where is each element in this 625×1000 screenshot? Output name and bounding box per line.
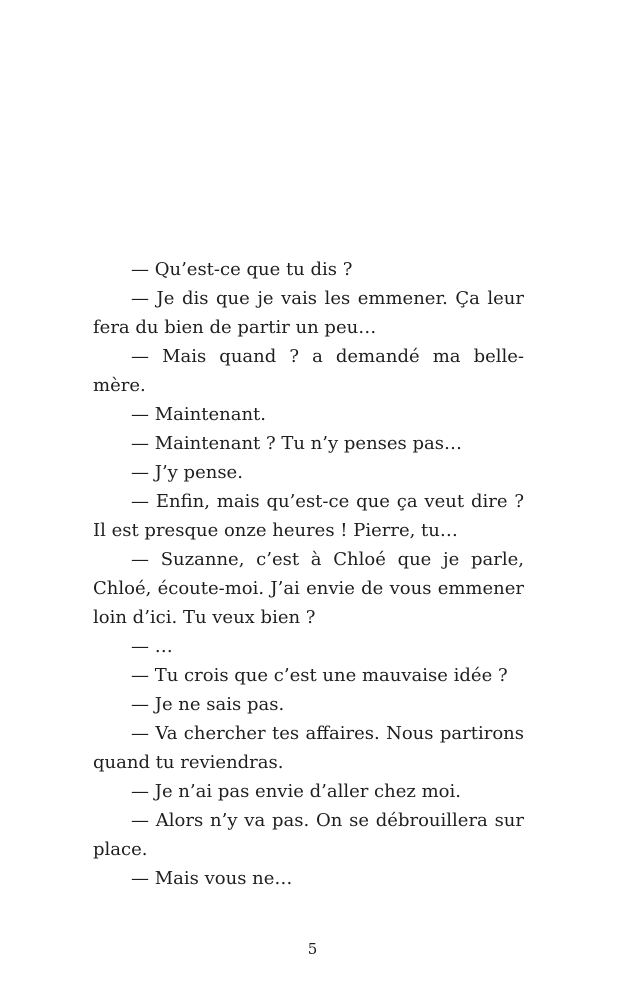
- dialogue-line: — Je n’ai pas envie d’aller chez moi.: [131, 781, 461, 802]
- dialogue-line: — Maintenant.: [131, 404, 266, 425]
- dialogue-line: — Tu crois que c’est une mauvaise idée ?: [131, 665, 508, 686]
- page-number: 5: [307, 940, 318, 958]
- dialogue-line: — Mais quand ? a demandé ma belle-mère.: [93, 346, 524, 396]
- dialogue-line: — Va chercher tes affaires. Nous partirons quand tu reviendras.: [93, 723, 524, 773]
- dialogue-line: — Je ne sais pas.: [131, 694, 285, 715]
- dialogue-line: — Je dis que je vais les emmener. Ça leur fera du bien de partir un peu…: [93, 288, 524, 338]
- dialogue-line: — …: [131, 636, 173, 657]
- dialogue-line: — Suzanne, c’est à Chloé que je parle, Chloé, écoute-moi. J’ai envie de vous emmener loin d’ici. Tu veux bien ?: [93, 549, 524, 628]
- dialogue-line: — Qu’est-ce que tu dis ?: [131, 259, 353, 280]
- dialogue-line: — Maintenant ? Tu n’y penses pas…: [131, 433, 462, 454]
- page-body: [93, 255, 524, 893]
- dialogue-line: — Alors n’y va pas. On se débrouillera sur place.: [93, 810, 524, 860]
- dialogue-line: — Mais vous ne…: [131, 868, 293, 889]
- dialogue-line: — J’y pense.: [131, 462, 243, 483]
- dialogue-line: — Enfin, mais qu’est-ce que ça veut dire ? Il est presque onze heures ! Pierre, tu…: [93, 491, 524, 541]
